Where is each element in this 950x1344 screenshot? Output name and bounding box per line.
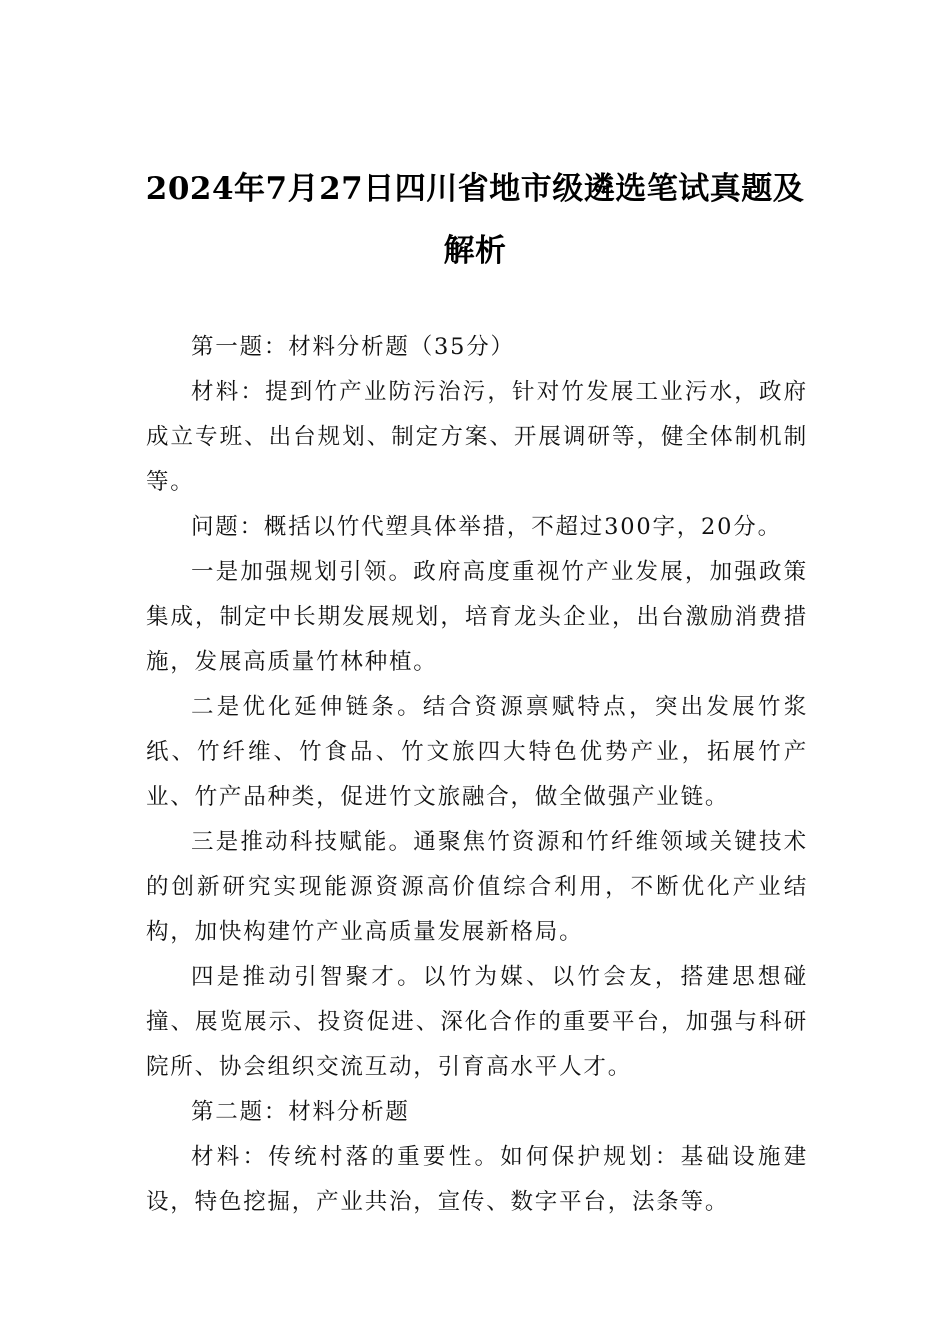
answer-point-2: 二是优化延伸链条。结合资源禀赋特点，突出发展竹浆纸、竹纤维、竹食品、竹文旅四大特色优势产业，拓展竹产业、竹产品种类，促进竹文旅融合，做全做强产业链。 — [146, 694, 808, 810]
answer-point-4: 四是推动引智聚才。以竹为媒、以竹会友，搭建思想碰撞、展览展示、投资促进、深化合作的重要平台，加强与科研院所、协会组织交流互动，引育高水平人才。 — [146, 964, 808, 1080]
question-1-heading: 第一题：材料分析题（35分） — [191, 334, 515, 360]
answer-point-1: 一是加强规划引领。政府高度重视竹产业发展，加强政策集成，制定中长期发展规划，培育龙头企业，出台激励消费措施，发展高质量竹林种植。 — [146, 559, 808, 675]
question-1-material: 材料：提到竹产业防污治污，针对竹发展工业污水，政府成立专班、出台规划、制定方案、开展调研等，健全体制机制等。 — [146, 379, 808, 495]
question-2-heading: 第二题：材料分析题 — [191, 1099, 410, 1125]
question-1-prompt: 问题：概括以竹代塑具体举措，不超过300字，20分。 — [191, 514, 782, 540]
document-body — [146, 325, 808, 1225]
document-title: 2024年7月27日四川省地市级遴选笔试真题及解析 — [145, 171, 805, 269]
question-2-material: 材料：传统村落的重要性。如何保护规划：基础设施建设，特色挖掘，产业共治，宣传、数字平台，法条等。 — [146, 1144, 808, 1215]
answer-point-3: 三是推动科技赋能。通聚焦竹资源和竹纤维领域关键技术的创新研究实现能源资源高价值综合利用，不断优化产业结构，加快构建竹产业高质量发展新格局。 — [146, 829, 808, 945]
